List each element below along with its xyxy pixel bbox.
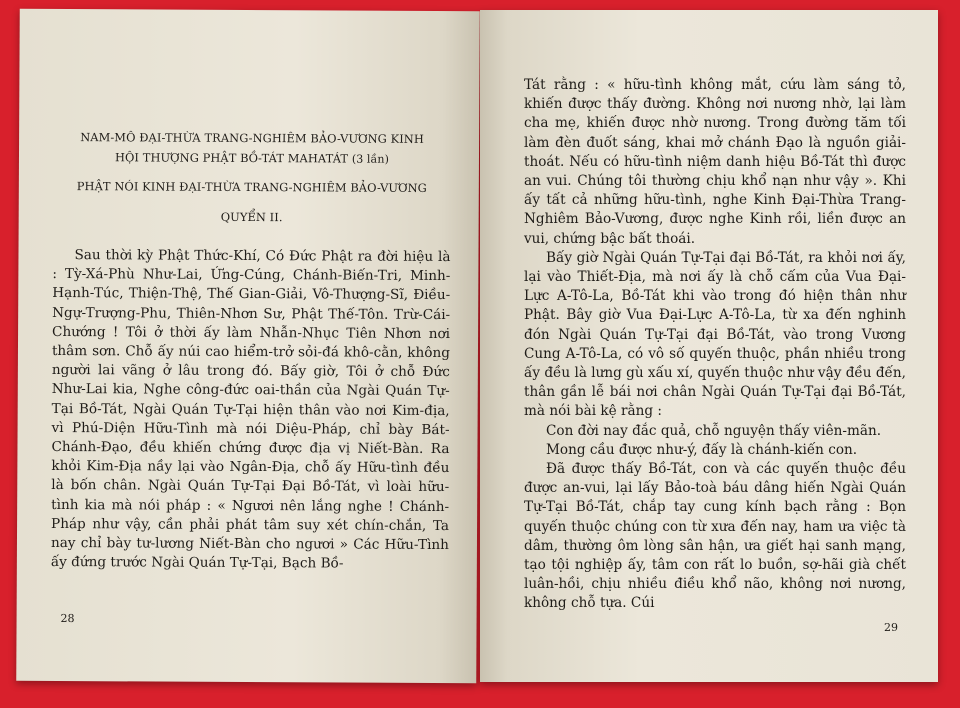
verse-line-1: Con đời nay đắc quả, chỗ nguyện thấy viên-mãn. — [546, 422, 882, 439]
right-paragraph-1: Tát rằng : « hữu-tình không mắt, cứu làm sáng tỏ, khiến được thấy đường. Không nơi nương nhờ, lại làm cha mẹ, khiến được nhờ nương. Trong đường tăm tối làm đèn đuốt sáng, khai mở chánh Đạo là nguồn giải-thoát. Nếu có hữu-tình niệm danh hiệu Bồ-Tát thì được an vui. Chúng tôi thường chịu khổ nạn như vậy ». Khi ấy tất cả những hữu-tình, nghe Kinh Đại-Thừa Trang-Nghiêm Bảo-Vương, được nghe Kinh rồi, liền được an vui, chứng bậc bất thoái. — [524, 77, 906, 247]
left-body — [51, 246, 451, 575]
page-number-left: 28 — [60, 612, 75, 626]
title-line-2-text: HỘI THƯỢNG PHẬT BỒ-TÁT MAHATÁT — [114, 150, 349, 166]
page-number-right: 29 — [884, 621, 898, 634]
left-paragraph: Sau thời kỳ Phật Thức-Khí, Có Đức Phật ra đời hiệu là : Tỳ-Xá-Phù Như-Lai, Ứng-Cúng, Chánh-Biến-Tri, Minh-Hạnh-Túc, Thiện-Thệ, Thế Gian-Giải, Vô-Thượng-Sĩ, Điều-Ngự-Trượng-Phu, Thiên-Nhơn Sư, Phật Thế-Tôn. Trừ-Cái-Chướng ! Tôi ở thời ấy làm Nhẫn-Nhục Tiên Nhơn nơi thâm sơn. Chỗ ấy núi cao hiểm-trở sỏi-đá khô-cằn, không người lai vãng ở lâu trong đó. Bấy giờ, Tôi ở chỗ Đức Như-Lai kia, Nghe công-đức oai-thần của Ngài Quán Tự-Tại Bồ-Tát, Ngài Quán Tự-Tại hiện thân vào nơi Kim-địa, vì Phú-Diện Hữu-Tình mà nói Diệu-Pháp, chỉ bày Bát-Chánh-Đạo, đều khiến chứng được địa vị Niết-Bàn. Ra khỏi Kim-Địa nầy lại vào Ngân-Địa, chỗ ấy Hữu-tình đều là bốn chân. Ngài Quán Tự-Tại Đại Bồ-Tát, vì loài hữu-tình kia mà nói pháp : « Ngươi nên lắng nghe ! Chánh-Pháp như vậy, cần phải phát tâm suy xét chín-chắn, Ta nay chỉ bày tư-lương Niết-Bàn cho ngươi » Các Hữu-Tình ấy đứng trước Ngài Quán Tự-Tại, Bạch Bồ- — [50, 247, 451, 572]
title-line-2 — [53, 147, 451, 170]
subheading: PHẬT NÓI KINH ĐẠI-THỪA TRANG-NGHIÊM BẢO-VƯƠNG — [76, 179, 427, 195]
open-book — [18, 10, 938, 682]
sutra-title — [53, 127, 452, 228]
verse-line-2: Mong cầu được như-ý, đấy là chánh-kiến con. — [546, 441, 858, 458]
volume-label: QUYỂN II. — [220, 209, 283, 225]
right-body — [524, 76, 906, 614]
title-note: (3 lần) — [351, 152, 390, 166]
right-page — [480, 10, 938, 682]
left-page — [16, 9, 480, 683]
right-paragraph-3: Đã được thấy Bồ-Tát, con và các quyến thuộc đều được an-vui, lại lấy Bảo-toà báu dâng hiến Ngài Quán Tự-Tại Bồ-Tát, chắp tay cung kính bạch rằng : Bọn quyến thuộc chúng con từ xưa đến nay, ham ưa việc tà dâm, thường ôm lòng sân hận, ưa giết hại sanh mạng, tạo tội nghiệp ấy, tâm con rất lo buồn, sợ-hãi già chết luân-hồi, chịu nhiều điều khổ não, không nơi nương, không chỗ tựa. Cúi — [524, 461, 906, 612]
right-paragraph-2: Bấy giờ Ngài Quán Tự-Tại đại Bồ-Tát, ra khỏi nơi ấy, lại vào Thiết-Địa, mà nơi ấy là chỗ cấm của Vua Đại-Lực A-Tô-La, Bồ-Tát khi vào trong đó hiện thân như Phật. Bây giờ Vua Đại-Lực A-Tô-La, từ xa đến nghinh đón Ngài Quán Tự-Tại đại Bồ-Tát, vào trong Vương Cung A-Tô-La, có vô số quyến thuộc, phần nhiều trong ấy đều là lưng gù xấu xí, quyến thuộc như vậy đều đến, thân gần lễ bái nơi chân Ngài Quán Tự-Tại đại Bồ-Tát, mà nói bài kệ rằng : — [524, 249, 906, 420]
title-line-1: NAM-MÔ ĐẠI-THỪA TRANG-NGHIÊM BẢO-VƯƠNG KINH — [80, 130, 424, 146]
